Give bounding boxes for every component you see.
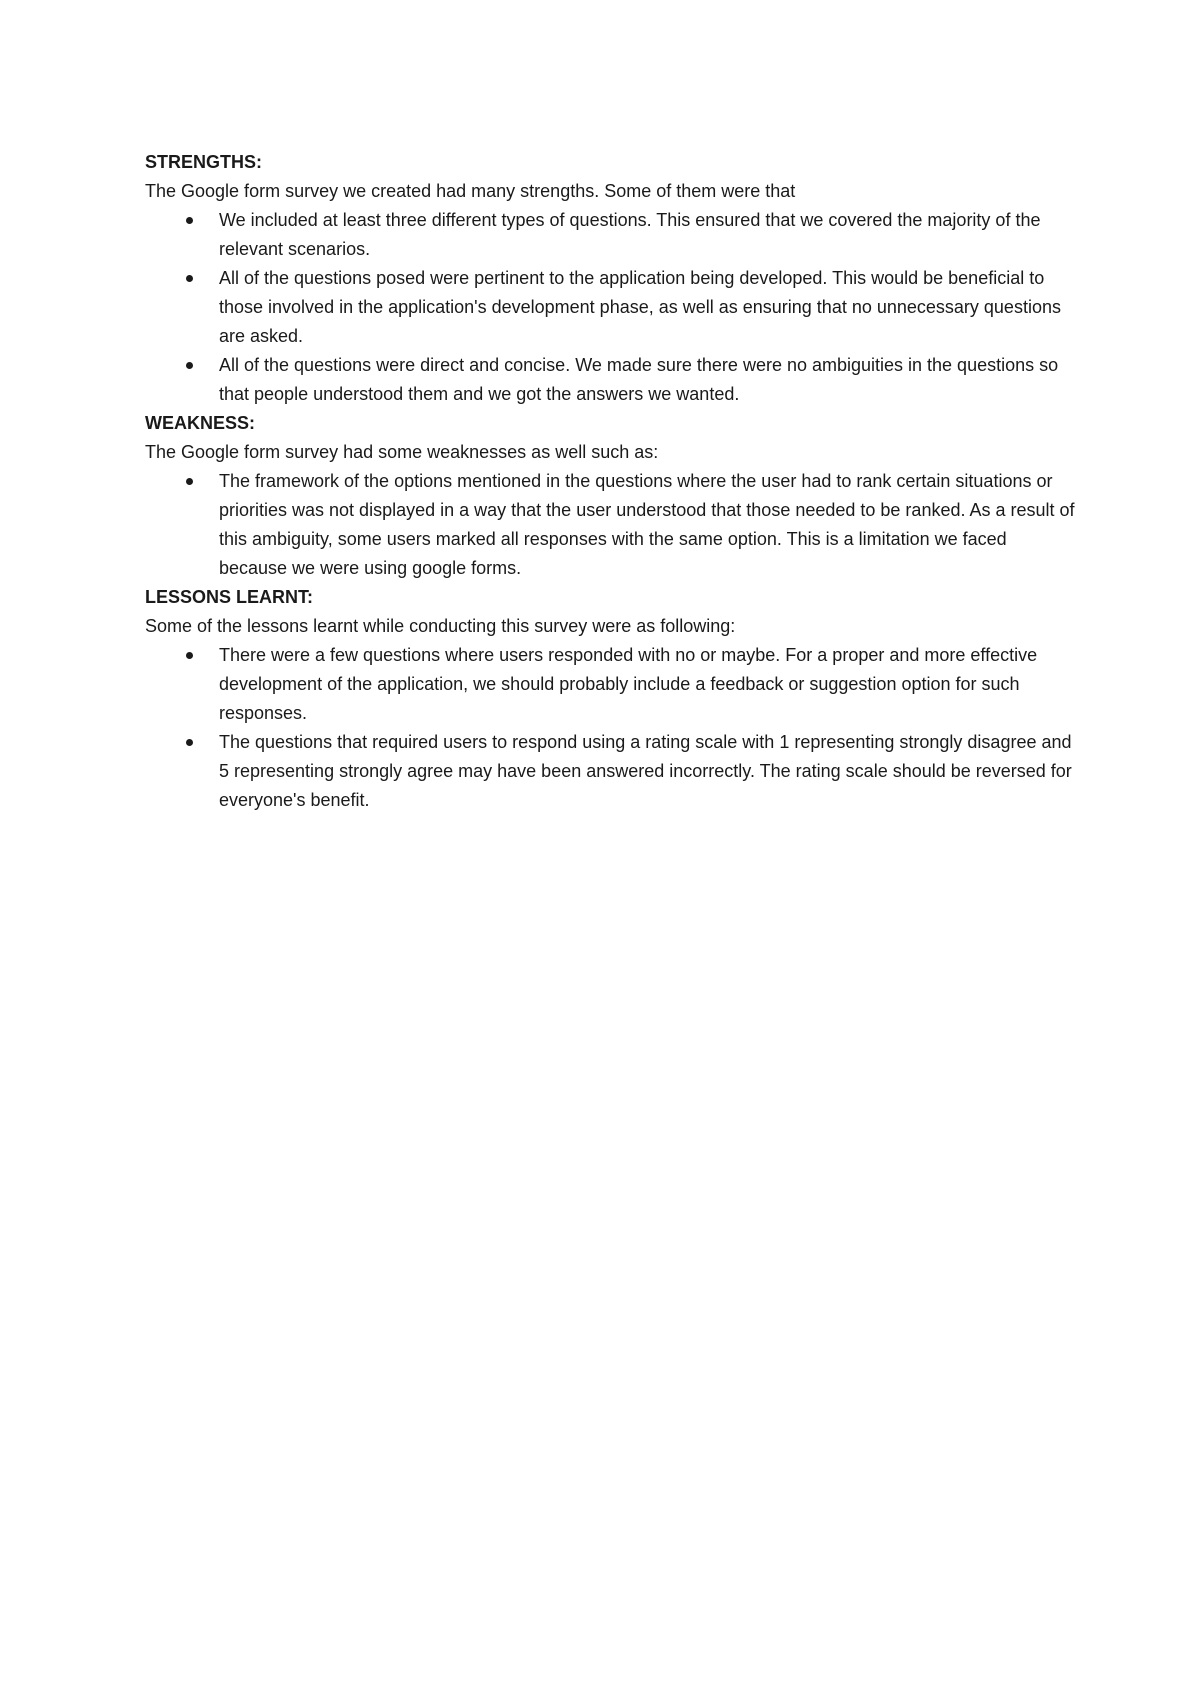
list-item [145,264,1075,351]
section-heading: LESSONS LEARNT: [145,587,314,607]
list-item-text: All of the questions posed were pertinent to the application being developed. This would be beneficial to those involved in the application's development phase, as well as ensuring that no unnecessary questions are asked. [219,268,1061,346]
bullet-icon [186,217,193,224]
section-weakness [145,409,1075,583]
section-heading: STRENGTHS: [145,152,262,172]
bullet-icon [186,478,193,485]
document-body [145,148,1075,815]
section-lessons-learnt [145,583,1075,815]
section-strengths [145,148,1075,409]
list-item [145,206,1075,264]
bullet-icon [186,652,193,659]
list-item-text: All of the questions were direct and concise. We made sure there were no ambiguities in the questions so that people understood them and we got the answers we wanted. [219,355,1059,404]
list-item [145,467,1075,583]
section-intro: The Google form survey we created had many strengths. Some of them were that [145,181,796,201]
list-item-text: We included at least three different types of questions. This ensured that we covered the majority of the relevant scenarios. [219,210,1041,259]
list-item-text: The framework of the options mentioned in the questions where the user had to rank certain situations or priorities was not displayed in a way that the user understood that those needed to be ranked. As a result of this ambiguity, some users marked all responses with the same option. This is a limitation we faced because we were using google forms. [219,471,1075,578]
bullet-list [145,206,1075,409]
list-item-text: There were a few questions where users responded with no or maybe. For a proper and more effective development of the application, we should probably include a feedback or suggestion option for such responses. [219,645,1038,723]
bullet-icon [186,739,193,746]
bullet-icon [186,362,193,369]
section-intro: Some of the lessons learnt while conducting this survey were as following: [145,616,736,636]
section-intro: The Google form survey had some weaknesses as well such as: [145,442,659,462]
list-item [145,351,1075,409]
list-item-text: The questions that required users to respond using a rating scale with 1 representing strongly disagree and 5 representing strongly agree may have been answered incorrectly. The rating scale should be reversed for everyone's benefit. [219,732,1072,810]
bullet-icon [186,275,193,282]
list-item [145,728,1075,815]
list-item [145,641,1075,728]
bullet-list [145,641,1075,815]
bullet-list [145,467,1075,583]
section-heading: WEAKNESS: [145,413,256,433]
